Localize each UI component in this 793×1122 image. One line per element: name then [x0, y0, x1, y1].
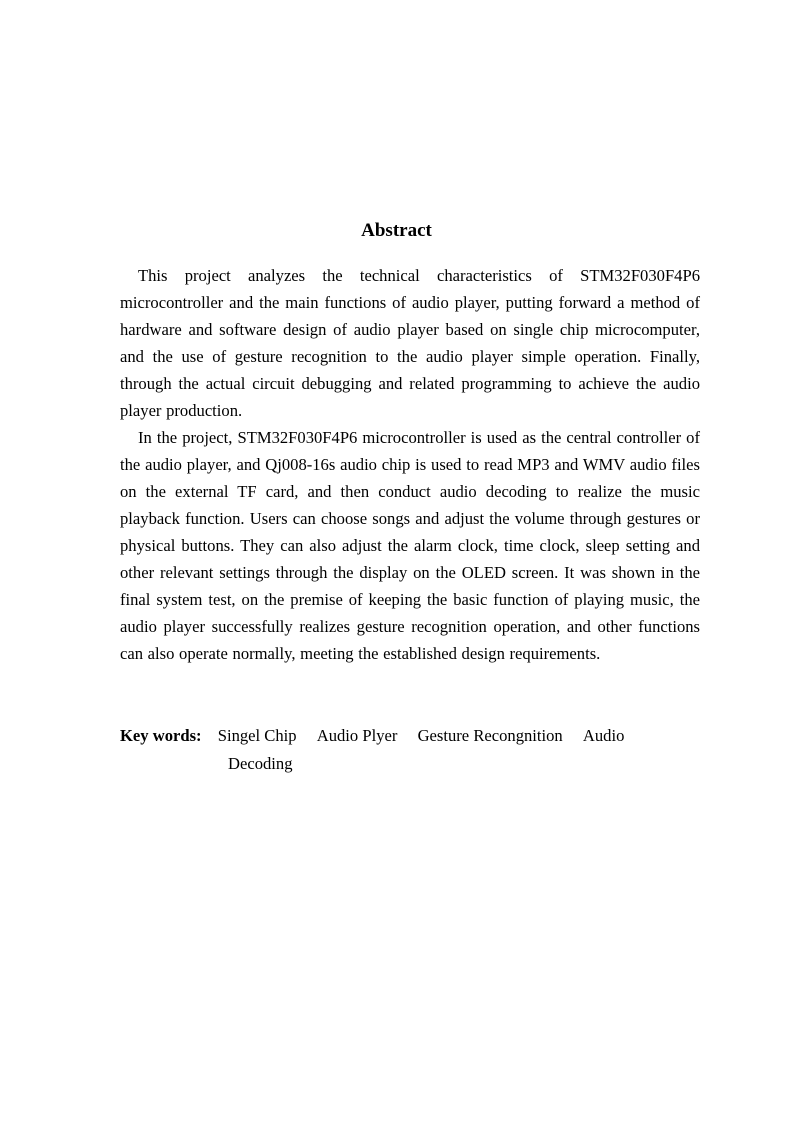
abstract-title: Abstract — [361, 220, 432, 241]
keyword-decoding: Decoding — [228, 754, 293, 773]
abstract-body — [120, 262, 700, 667]
abstract-paragraph-2: In the project, STM32F030F4P6 microcontroller is used as the central controller of the audio player, and Qj008-16s audio chip is used to read MP3 and WMV audio files on the external TF card, and then conduct audio decoding to realize the music playback function. Users can choose songs and adjust the volume through gestures or physical buttons. They can also adjust the alarm clock, time clock, sleep setting and other relevant settings through the display on the OLED screen. It was shown in the final system test, on the premise of keeping the basic function of playing music, the audio player successfully realizes gesture recognition operation, and other functions can also operate normally, meeting the established design requirements. — [120, 428, 700, 663]
keyword-audio: Audio — [582, 726, 625, 745]
keywords-continuation-line — [120, 750, 700, 778]
keyword-gesture-recognition: Gesture Recongnition — [417, 726, 563, 745]
keyword-audio-player: Audio Plyer — [316, 726, 398, 745]
keywords-line — [120, 722, 700, 750]
keywords-section — [120, 722, 700, 778]
keyword-single-chip: Singel Chip — [217, 726, 297, 745]
keywords-label: Key words: — [120, 726, 202, 745]
abstract-paragraph-1: This project analyzes the technical characteristics of STM32F030F4P6 microcontroller and the main functions of audio player, putting forward a method of hardware and software design of audio player based on single chip microcomputer, and the use of gesture recognition to the audio player simple operation. Finally, through the actual circuit debugging and related programming to achieve the audio player production. — [120, 266, 700, 420]
